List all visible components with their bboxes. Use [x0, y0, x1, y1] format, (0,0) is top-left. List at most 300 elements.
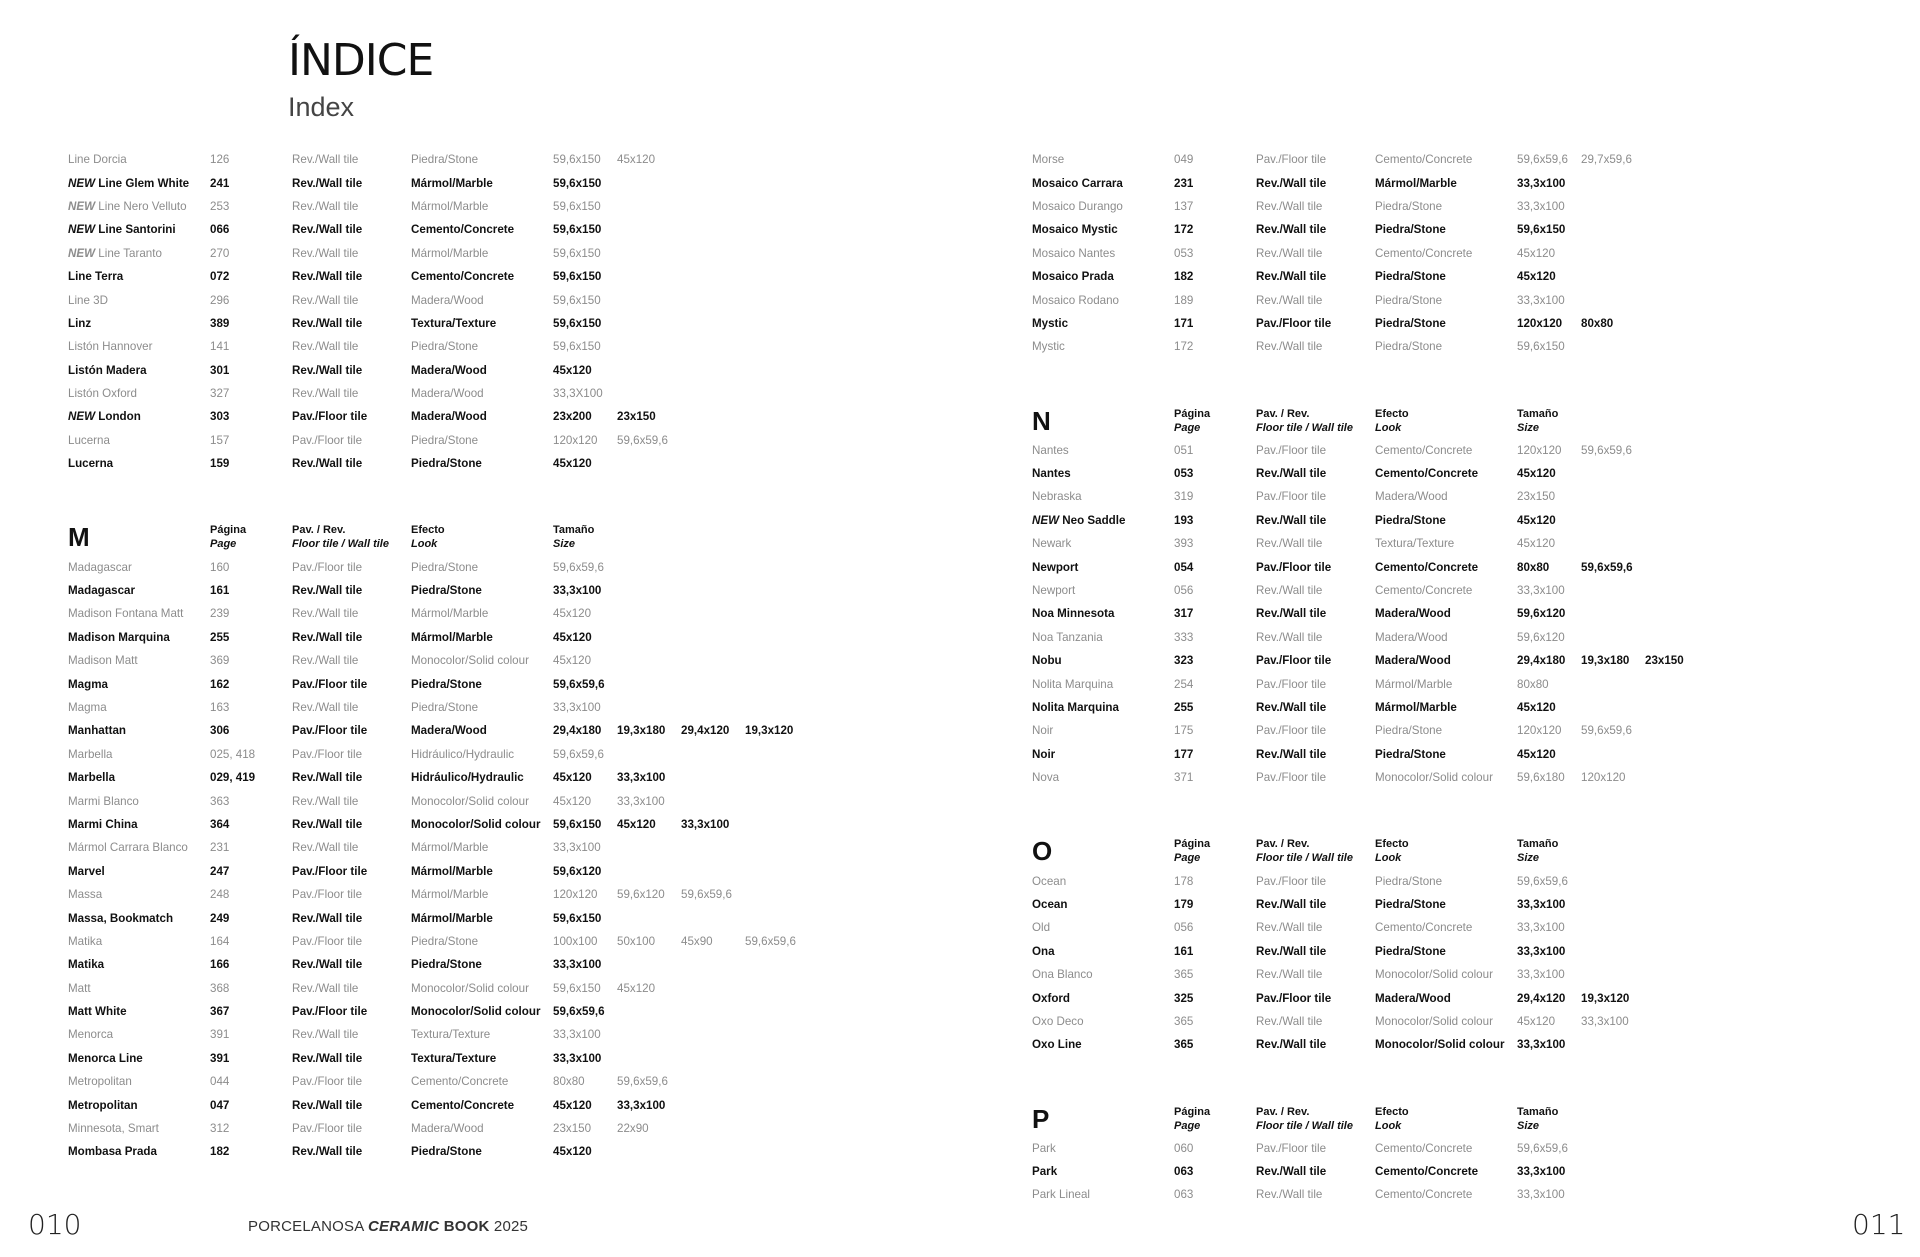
tile-type: Pav./Floor tile	[292, 888, 363, 902]
product-name	[1032, 1165, 1174, 1178]
index-row	[68, 1023, 809, 1046]
page-ref: 270	[210, 246, 230, 260]
tile-look: Piedra/Stone	[1375, 513, 1446, 527]
size-value: 59,6x120	[1517, 607, 1566, 621]
tile-look: Monocolor/Solid colour	[1375, 1038, 1505, 1052]
product-name-text: Neo Saddle	[1062, 513, 1126, 527]
product-name	[68, 561, 210, 574]
sizes	[553, 912, 617, 925]
header-page-en: Page	[210, 538, 237, 551]
section-gap	[1032, 789, 1709, 819]
sizes	[1517, 177, 1581, 190]
tile-type: Rev./Wall tile	[292, 654, 359, 668]
product-name-text: Marmi China	[68, 817, 138, 831]
product-name	[1032, 921, 1174, 934]
header-page	[1174, 1105, 1256, 1133]
size-value: 59,6x150	[1517, 340, 1565, 354]
product-name-text: Noa Tanzania	[1032, 630, 1103, 644]
size-value: 33,3x100	[617, 1098, 666, 1112]
tile-type: Rev./Wall tile	[292, 457, 363, 471]
product-name	[68, 1122, 210, 1135]
sizes	[553, 561, 617, 574]
product-name	[68, 317, 210, 330]
index-row	[68, 312, 809, 335]
product-name-text: Madagascar	[68, 584, 136, 598]
product-name	[68, 1005, 210, 1018]
header-look-en: Look	[411, 538, 438, 551]
index-row	[68, 953, 809, 976]
product-name-text: Marmi Blanco	[68, 794, 139, 808]
index-row	[68, 218, 809, 241]
page-ref: 171	[1174, 316, 1194, 330]
product-name-text: Mármol Carrara Blanco	[68, 841, 188, 855]
header-look-es: Efecto	[1375, 1105, 1409, 1118]
sizes	[553, 457, 617, 470]
section-letter: O	[1032, 836, 1053, 867]
brand-book: BOOK	[443, 1218, 490, 1235]
page-ref: 163	[210, 701, 230, 714]
tile-type: Pav./Floor tile	[1256, 490, 1327, 504]
header-type-en: Floor tile / Wall tile	[1256, 421, 1353, 434]
product-name-text: Listón Madera	[68, 363, 147, 377]
tile-look: Mármol/Marble	[1375, 701, 1457, 714]
size-value: 59,6x59,6	[553, 677, 605, 691]
product-name-text: Morse	[1032, 153, 1065, 167]
size-value: 120x120	[553, 888, 598, 902]
header-page	[210, 523, 292, 551]
tile-type: Rev./Wall tile	[1256, 897, 1327, 911]
sizes	[1517, 921, 1581, 934]
tile-look: Piedra/Stone	[411, 677, 482, 691]
product-name-text: Ocean	[1032, 897, 1068, 911]
product-name	[1032, 561, 1174, 574]
tile-type: Rev./Wall tile	[1256, 467, 1327, 481]
header-page-en: Page	[1174, 1119, 1201, 1132]
product-name-text: Madison Matt	[68, 654, 138, 668]
size-value: 45x120	[553, 771, 592, 785]
tile-type: Pav./Floor tile	[292, 1122, 363, 1136]
product-name-text: Mosaico Rodano	[1032, 293, 1120, 307]
index-row	[68, 1093, 809, 1116]
product-name-text: Oxo Deco	[1032, 1014, 1084, 1028]
page-ref: 054	[1174, 560, 1194, 574]
header-type-en: Floor tile / Wall tile	[292, 538, 389, 551]
sizes	[1517, 654, 1709, 667]
size-value: 29,7x59,6	[1581, 153, 1632, 167]
product-name-text: Madison Fontana Matt	[68, 607, 184, 621]
tile-look: Madera/Wood	[411, 1122, 484, 1136]
page-ref: 161	[210, 584, 230, 598]
index-row	[1032, 696, 1709, 719]
tile-type: Pav./Floor tile	[292, 724, 368, 738]
product-name-text: Line Glem White	[98, 176, 190, 190]
size-value: 59,6x150	[553, 176, 602, 190]
sizes	[1517, 1142, 1581, 1155]
page-ref: 255	[1174, 701, 1194, 714]
product-name-text: Lucerna	[68, 457, 114, 471]
product-name	[1032, 771, 1174, 784]
page-ref: 248	[210, 888, 230, 902]
product-name-text: Oxford	[1032, 991, 1071, 1005]
header-look-en: Look	[1375, 852, 1402, 865]
product-name-text: Marbella	[68, 747, 113, 761]
tile-look: Textura/Texture	[1375, 537, 1455, 551]
page-ref: 393	[1174, 537, 1194, 551]
sizes	[1517, 223, 1581, 236]
size-value: 33,3x100	[553, 1028, 601, 1042]
tile-look: Piedra/Stone	[411, 1145, 482, 1159]
index-row	[1032, 626, 1709, 649]
product-name	[68, 1028, 210, 1041]
tile-type: Rev./Wall tile	[292, 1098, 363, 1112]
size-value: 59,6x150	[553, 293, 601, 307]
product-name-text: Mosaico Carrara	[1032, 176, 1123, 190]
product-name-text: Metropolitan	[68, 1075, 132, 1089]
tile-look: Cemento/Concrete	[1375, 153, 1473, 167]
size-value: 33,3x100	[553, 958, 602, 972]
tile-look: Piedra/Stone	[1375, 897, 1446, 911]
section-o	[1032, 819, 1709, 1056]
size-value: 59,6x59,6	[553, 560, 604, 574]
page-ref: 178	[1174, 874, 1194, 888]
page-ref: 025, 418	[210, 747, 256, 761]
section-header-p	[1032, 1087, 1709, 1133]
size-value: 59,6x59,6	[553, 747, 604, 761]
product-name	[1032, 270, 1174, 283]
product-name-text: Mystic	[1032, 316, 1069, 330]
sizes	[553, 1122, 681, 1135]
sizes	[1517, 153, 1645, 166]
product-name-text: Matika	[68, 958, 105, 972]
index-row	[68, 171, 809, 194]
index-row	[1032, 288, 1709, 311]
sizes	[1517, 270, 1581, 283]
section-gap	[1032, 1057, 1709, 1087]
index-row	[1032, 555, 1709, 578]
tile-type: Rev./Wall tile	[1256, 293, 1323, 307]
size-value: 59,6x150	[553, 911, 602, 925]
product-name-text: Nolita Marquina	[1032, 701, 1119, 714]
index-row	[1032, 195, 1709, 218]
page-ref: 319	[1174, 490, 1194, 504]
size-value: 59,6x59,6	[617, 1075, 668, 1089]
product-name	[68, 270, 210, 283]
size-value: 33,3x100	[553, 1051, 602, 1065]
page-ref: 056	[1174, 584, 1194, 598]
header-size-es: Tamaño	[1517, 838, 1559, 851]
page-title: ÍNDICE	[288, 35, 434, 86]
page-ref: 301	[210, 363, 230, 377]
size-value: 80x80	[1517, 560, 1550, 574]
header-page-en: Page	[1174, 421, 1201, 434]
index-row	[68, 977, 809, 1000]
product-name-text: Metropolitan	[68, 1098, 138, 1112]
product-name	[1032, 584, 1174, 597]
tile-look: Piedra/Stone	[1375, 874, 1443, 888]
tile-type: Rev./Wall tile	[292, 1051, 363, 1065]
tile-look: Cemento/Concrete	[1375, 467, 1479, 481]
sizes	[1517, 771, 1645, 784]
product-name	[68, 387, 210, 400]
page-ref: 317	[1174, 607, 1194, 621]
size-value: 23x150	[553, 1122, 592, 1136]
section-m	[68, 505, 809, 1163]
index-row	[1032, 312, 1709, 335]
product-name	[68, 247, 210, 260]
tile-type: Rev./Wall tile	[292, 911, 363, 925]
header-look-es: Efecto	[411, 524, 445, 537]
section-m-cont	[1032, 148, 1709, 359]
header-type	[1256, 837, 1375, 865]
tile-type: Pav./Floor tile	[1256, 991, 1332, 1005]
product-name-text: Massa, Bookmatch	[68, 911, 174, 925]
product-name-text: Mosaico Nantes	[1032, 246, 1116, 260]
product-name-text: Line Nero Velluto	[98, 199, 187, 213]
size-value: 45x120	[1517, 246, 1556, 260]
sizes	[553, 841, 617, 854]
tile-look: Monocolor/Solid colour	[411, 794, 529, 808]
tile-look: Cemento/Concrete	[1375, 1165, 1479, 1179]
sizes	[553, 247, 617, 260]
index-row	[68, 860, 809, 883]
size-value: 29,4x180	[1517, 654, 1566, 668]
size-value: 45x120	[1517, 467, 1556, 481]
size-value: 50x100	[617, 934, 656, 948]
size-value: 120x120	[553, 433, 598, 447]
tile-type: Rev./Wall tile	[1256, 921, 1323, 935]
page-ref: 365	[1174, 968, 1194, 982]
page-ref: 164	[210, 934, 230, 948]
tile-type: Rev./Wall tile	[292, 584, 363, 598]
size-value: 29,4x120	[1517, 991, 1566, 1005]
product-name	[1032, 1015, 1174, 1028]
page-ref: 365	[1174, 1038, 1194, 1052]
product-name-text: Ona	[1032, 944, 1055, 958]
product-name	[1032, 444, 1174, 457]
tile-type: Rev./Wall tile	[1256, 537, 1323, 551]
index-row	[68, 719, 809, 742]
product-name-text: Matt	[68, 981, 91, 995]
page-ref: 166	[210, 958, 230, 972]
brand-name: PORCELANOSA	[248, 1218, 364, 1235]
product-name	[1032, 968, 1174, 981]
sizes	[553, 223, 617, 236]
tile-look: Piedra/Stone	[1375, 270, 1446, 284]
size-value: 59,6x150	[553, 316, 602, 330]
product-name-text: Line Dorcia	[68, 153, 127, 167]
tile-type: Pav./Floor tile	[292, 1005, 368, 1019]
index-row	[68, 195, 809, 218]
product-name	[68, 724, 210, 737]
size-value: 33,3x100	[1581, 1014, 1629, 1028]
page-ref: 367	[210, 1005, 230, 1019]
sizes	[553, 434, 681, 447]
product-name	[68, 607, 210, 620]
product-name	[1032, 200, 1174, 213]
tile-type: Pav./Floor tile	[292, 433, 363, 447]
header-size-es: Tamaño	[1517, 407, 1559, 420]
product-name	[68, 1052, 210, 1065]
sizes	[553, 1075, 681, 1088]
page-number-right: 011	[1852, 1208, 1906, 1241]
product-name-text: Nantes	[1032, 443, 1069, 457]
tile-type: Rev./Wall tile	[292, 363, 363, 377]
tile-look: Textura/Texture	[411, 1051, 497, 1065]
product-name	[68, 410, 210, 423]
page-ref: 160	[210, 560, 230, 574]
tile-type: Rev./Wall tile	[292, 270, 363, 284]
product-name	[1032, 992, 1174, 1005]
index-row	[1032, 766, 1709, 789]
page-ref: 391	[210, 1051, 230, 1065]
tile-type: Pav./Floor tile	[292, 747, 363, 761]
index-row	[68, 696, 809, 719]
page-ref: 255	[210, 630, 230, 644]
index-row	[1032, 462, 1709, 485]
product-name	[1032, 875, 1174, 888]
section-header-o	[1032, 819, 1709, 865]
tile-look: Cemento/Concrete	[1375, 1188, 1473, 1202]
product-name-text: Noir	[1032, 724, 1054, 738]
tile-type: Rev./Wall tile	[1256, 270, 1327, 284]
header-size-en: Size	[1517, 421, 1540, 434]
tile-type: Rev./Wall tile	[292, 1028, 359, 1042]
new-badge: NEW	[1032, 513, 1060, 527]
sizes	[553, 935, 809, 948]
product-name-text: Massa	[68, 888, 103, 902]
tile-type: Rev./Wall tile	[1256, 513, 1327, 527]
index-row	[1032, 242, 1709, 265]
size-value: 45x120	[1517, 701, 1556, 714]
product-name	[1032, 631, 1174, 644]
product-name-text: Oxo Line	[1032, 1038, 1082, 1052]
size-value: 19,3x120	[745, 724, 794, 738]
page-ref: 175	[1174, 724, 1194, 738]
product-name	[68, 584, 210, 597]
sizes	[553, 1052, 617, 1065]
size-value: 23x150	[1645, 654, 1684, 668]
sizes	[1517, 968, 1581, 981]
sizes	[1517, 701, 1581, 714]
size-value: 45x120	[1517, 513, 1556, 527]
page-ref: 364	[210, 817, 230, 831]
size-value: 33,3x100	[1517, 1188, 1565, 1202]
tile-look: Piedra/Stone	[1375, 944, 1446, 958]
tile-type: Rev./Wall tile	[292, 701, 359, 714]
size-value: 33,3x100	[617, 771, 666, 785]
header-size	[553, 523, 594, 551]
index-row	[68, 930, 809, 953]
size-value: 33,3x100	[1517, 293, 1565, 307]
brand-ceramic: CERAMIC	[367, 1218, 440, 1235]
tile-type: Rev./Wall tile	[1256, 246, 1323, 260]
page-ref: 363	[210, 794, 230, 808]
tile-look: Piedra/Stone	[411, 701, 479, 714]
page-ref: 182	[210, 1145, 230, 1159]
product-name	[1032, 153, 1174, 166]
page-ref: 365	[1174, 1014, 1194, 1028]
header-type-es: Pav. / Rev.	[1256, 407, 1310, 420]
header-look	[1375, 837, 1517, 865]
sizes	[1517, 294, 1581, 307]
section-n-rows	[1032, 439, 1709, 790]
header-type-es: Pav. / Rev.	[1256, 838, 1310, 851]
tile-type: Pav./Floor tile	[1256, 153, 1327, 167]
brand-year: 2025	[493, 1218, 529, 1235]
header-size-en: Size	[1517, 852, 1540, 865]
tile-look: Madera/Wood	[1375, 607, 1451, 621]
size-value: 59,6x59,6	[1581, 560, 1633, 574]
new-badge: NEW	[68, 176, 96, 190]
header-type	[292, 523, 411, 551]
sizes	[1517, 317, 1645, 330]
tile-type: Pav./Floor tile	[292, 934, 363, 948]
size-value: 59,6x59,6	[1581, 443, 1632, 457]
size-value: 59,6x120	[617, 888, 665, 902]
product-name	[68, 223, 210, 236]
tile-look: Piedra/Stone	[1375, 724, 1443, 738]
tile-look: Piedra/Stone	[411, 457, 482, 471]
tile-type: Rev./Wall tile	[292, 340, 359, 354]
sizes	[553, 584, 617, 597]
tile-type: Rev./Wall tile	[292, 153, 359, 167]
size-value: 45x120	[553, 363, 592, 377]
tile-look: Mármol/Marble	[411, 864, 493, 878]
header-size	[1517, 1105, 1558, 1133]
product-name	[1032, 701, 1174, 714]
page-ref: 312	[210, 1122, 230, 1136]
product-name	[68, 865, 210, 878]
tile-type: Rev./Wall tile	[292, 771, 363, 785]
tile-look: Hidráulico/Hydraulic	[411, 747, 515, 761]
product-name	[1032, 294, 1174, 307]
size-value: 33,3x100	[617, 794, 665, 808]
index-row	[1032, 1033, 1709, 1056]
tile-look: Mármol/Marble	[1375, 176, 1457, 190]
page-ref: 060	[1174, 1141, 1194, 1155]
product-name-text: London	[98, 410, 141, 424]
product-name	[1032, 724, 1174, 737]
tile-look: Cemento/Concrete	[411, 1075, 509, 1089]
size-value: 59,6x59,6	[745, 934, 796, 948]
product-name	[1032, 654, 1174, 667]
sizes	[553, 1005, 617, 1018]
product-name	[68, 1145, 210, 1158]
sizes	[553, 748, 617, 761]
page-ref: 137	[1174, 199, 1194, 213]
size-value: 45x120	[617, 153, 656, 167]
tile-look: Piedra/Stone	[411, 340, 479, 354]
sizes	[1517, 678, 1581, 691]
size-value: 59,6x59,6	[553, 1005, 605, 1019]
product-name	[1032, 514, 1174, 527]
index-row	[68, 743, 809, 766]
index-row	[1032, 963, 1709, 986]
index-row	[1032, 265, 1709, 288]
size-value: 33,3x100	[1517, 584, 1565, 598]
new-badge: NEW	[68, 223, 96, 237]
product-name-text: Listón Oxford	[68, 387, 137, 401]
size-value: 23x200	[553, 410, 592, 424]
product-name-text: Newport	[1032, 560, 1079, 574]
tile-look: Cemento/Concrete	[1375, 584, 1473, 598]
index-row	[1032, 1010, 1709, 1033]
index-row	[1032, 1137, 1709, 1160]
product-name-text: Ocean	[1032, 874, 1067, 888]
product-name-text: Line Terra	[68, 270, 124, 284]
tile-look: Madera/Wood	[411, 363, 487, 377]
product-name-text: Mombasa Prada	[68, 1145, 157, 1159]
